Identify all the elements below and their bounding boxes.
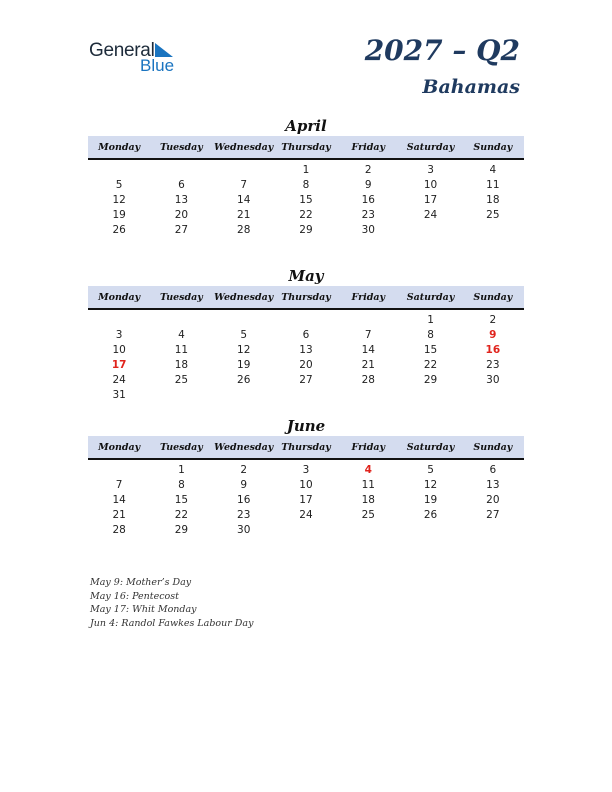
day-cell: 21 bbox=[237, 208, 251, 221]
day-cell: 12 bbox=[423, 478, 438, 491]
day-cell: 28 bbox=[237, 223, 251, 236]
day-cell: 8 bbox=[302, 178, 310, 191]
week-row bbox=[88, 342, 524, 357]
weekday-label: Thursday bbox=[281, 441, 331, 453]
day-cell: 27 bbox=[299, 373, 313, 386]
day-cell: 13 bbox=[299, 343, 313, 356]
week-row bbox=[88, 207, 524, 222]
month-title: May bbox=[288, 267, 324, 285]
weekday-label: Monday bbox=[98, 441, 141, 453]
day-cell: 15 bbox=[423, 343, 438, 356]
day-cell: 13 bbox=[174, 193, 189, 206]
day-cell: 3 bbox=[427, 163, 434, 176]
week-row bbox=[88, 312, 524, 327]
day-cell: 19 bbox=[423, 493, 438, 506]
day-cell: 20 bbox=[174, 208, 189, 221]
day-cell: 26 bbox=[423, 508, 438, 521]
day-cell: 9 bbox=[240, 478, 248, 491]
day-cell: 31 bbox=[112, 388, 126, 401]
weekday-label: Wednesday bbox=[214, 441, 274, 453]
day-cell: 12 bbox=[237, 343, 251, 356]
day-cell: 17 bbox=[111, 358, 127, 371]
week-row bbox=[88, 162, 524, 177]
day-cell: 17 bbox=[299, 493, 313, 506]
day-cell: 10 bbox=[423, 178, 438, 191]
day-cell: 15 bbox=[174, 493, 189, 506]
week-row bbox=[88, 372, 524, 387]
month-june bbox=[88, 416, 524, 537]
day-cell: 2 bbox=[364, 163, 372, 176]
day-cell: 29 bbox=[174, 523, 189, 536]
day-cell: 14 bbox=[361, 343, 375, 356]
day-cell: 18 bbox=[174, 358, 189, 371]
logo-text-general: General bbox=[89, 40, 155, 61]
day-cell: 7 bbox=[115, 478, 123, 491]
weekday-label: Thursday bbox=[281, 141, 331, 153]
holiday-note: Jun 4: Randol Fawkes Labour Day bbox=[90, 617, 254, 629]
day-cell: 19 bbox=[237, 358, 251, 371]
day-cell: 3 bbox=[115, 328, 123, 341]
day-cell: 24 bbox=[299, 508, 313, 521]
weekday-label: Saturday bbox=[406, 141, 455, 153]
day-cell: 3 bbox=[302, 463, 310, 476]
day-cell: 26 bbox=[237, 373, 251, 386]
day-cell: 1 bbox=[302, 163, 310, 176]
holiday-note: May 16: Pentecost bbox=[90, 590, 179, 602]
day-cell: 2 bbox=[489, 313, 497, 326]
weekday-header bbox=[88, 286, 524, 310]
day-cell: 24 bbox=[423, 208, 438, 221]
weekday-label: Monday bbox=[98, 291, 141, 303]
weekday-label: Friday bbox=[351, 291, 386, 303]
day-cell: 7 bbox=[364, 328, 372, 341]
day-cell: 30 bbox=[486, 373, 500, 386]
day-cell: 6 bbox=[178, 178, 185, 191]
day-cell: 13 bbox=[486, 478, 500, 491]
holiday-notes bbox=[90, 576, 253, 630]
weekday-label: Saturday bbox=[406, 291, 455, 303]
day-cell: 4 bbox=[364, 463, 372, 476]
weekday-label: Sunday bbox=[473, 441, 513, 453]
day-cell: 11 bbox=[361, 478, 375, 491]
day-cell: 30 bbox=[361, 223, 375, 236]
day-cell: 5 bbox=[240, 328, 248, 341]
day-cell: 1 bbox=[427, 313, 434, 326]
weekday-label: Tuesday bbox=[160, 291, 203, 303]
day-cell: 17 bbox=[423, 193, 438, 206]
week-row bbox=[88, 192, 524, 207]
week-row bbox=[88, 462, 524, 477]
day-cell: 10 bbox=[299, 478, 313, 491]
day-cell: 22 bbox=[299, 208, 313, 221]
day-cell: 11 bbox=[486, 178, 500, 191]
day-cell: 30 bbox=[237, 523, 251, 536]
day-cell: 5 bbox=[427, 463, 434, 476]
day-cell: 16 bbox=[237, 493, 251, 506]
day-cell: 12 bbox=[112, 193, 126, 206]
month-may bbox=[88, 266, 524, 402]
country-name: Bahamas bbox=[422, 76, 520, 98]
day-cell: 22 bbox=[174, 508, 189, 521]
day-cell: 22 bbox=[423, 358, 438, 371]
day-cell: 16 bbox=[485, 343, 501, 356]
day-cell: 4 bbox=[178, 328, 185, 341]
week-row bbox=[88, 357, 524, 372]
weekday-label: Thursday bbox=[281, 291, 331, 303]
day-cell: 14 bbox=[237, 193, 251, 206]
day-cell: 18 bbox=[486, 193, 500, 206]
day-cell: 6 bbox=[489, 463, 497, 476]
week-row bbox=[88, 492, 524, 507]
day-cell: 29 bbox=[299, 223, 313, 236]
day-cell: 25 bbox=[174, 373, 189, 386]
day-cell: 27 bbox=[174, 223, 189, 236]
weekday-label: Saturday bbox=[406, 441, 455, 453]
generalblue-logo bbox=[89, 40, 189, 76]
day-cell: 26 bbox=[112, 223, 126, 236]
weekday-label: Wednesday bbox=[214, 291, 274, 303]
day-cell: 10 bbox=[112, 343, 126, 356]
day-cell: 29 bbox=[423, 373, 438, 386]
day-cell: 6 bbox=[302, 328, 310, 341]
weekday-header bbox=[88, 436, 524, 460]
week-row bbox=[88, 522, 524, 537]
day-cell: 25 bbox=[361, 508, 375, 521]
weekday-label: Monday bbox=[98, 141, 141, 153]
week-row bbox=[88, 507, 524, 522]
day-cell: 11 bbox=[174, 343, 189, 356]
weekday-label: Tuesday bbox=[160, 141, 203, 153]
day-cell: 5 bbox=[115, 178, 123, 191]
day-cell: 14 bbox=[112, 493, 126, 506]
month-april bbox=[88, 116, 524, 237]
day-cell: 21 bbox=[361, 358, 375, 371]
week-row bbox=[88, 387, 524, 402]
day-cell: 28 bbox=[361, 373, 375, 386]
day-cell: 7 bbox=[240, 178, 248, 191]
weekday-header bbox=[88, 136, 524, 160]
weekday-label: Sunday bbox=[473, 141, 513, 153]
weekday-label: Friday bbox=[351, 441, 386, 453]
day-cell: 18 bbox=[361, 493, 375, 506]
week-row bbox=[88, 477, 524, 492]
day-cell: 24 bbox=[112, 373, 126, 386]
day-cell: 4 bbox=[489, 163, 497, 176]
weekday-label: Tuesday bbox=[160, 441, 203, 453]
day-cell: 23 bbox=[237, 508, 251, 521]
week-row bbox=[88, 177, 524, 192]
day-cell: 1 bbox=[178, 463, 185, 476]
page-title: 2027 – Q2 bbox=[364, 34, 520, 67]
day-cell: 9 bbox=[364, 178, 372, 191]
day-cell: 8 bbox=[178, 478, 185, 491]
day-cell: 20 bbox=[486, 493, 500, 506]
month-title: June bbox=[286, 417, 326, 435]
day-cell: 9 bbox=[489, 328, 497, 341]
day-cell: 28 bbox=[112, 523, 126, 536]
day-cell: 16 bbox=[361, 193, 375, 206]
day-cell: 2 bbox=[240, 463, 248, 476]
day-cell: 21 bbox=[112, 508, 126, 521]
logo-text-blue: Blue bbox=[140, 56, 175, 75]
day-cell: 15 bbox=[299, 193, 313, 206]
week-row bbox=[88, 327, 524, 342]
day-cell: 27 bbox=[486, 508, 500, 521]
day-cell: 23 bbox=[486, 358, 500, 371]
day-cell: 20 bbox=[299, 358, 313, 371]
day-cell: 8 bbox=[427, 328, 434, 341]
day-cell: 19 bbox=[112, 208, 126, 221]
day-cell: 25 bbox=[486, 208, 500, 221]
holiday-note: May 17: Whit Monday bbox=[90, 604, 197, 615]
weekday-label: Friday bbox=[351, 141, 386, 153]
week-row bbox=[88, 222, 524, 237]
weekday-label: Wednesday bbox=[214, 141, 274, 153]
holiday-note: May 9: Mother’s Day bbox=[90, 577, 192, 588]
weekday-label: Sunday bbox=[473, 291, 513, 303]
month-title: April bbox=[285, 117, 327, 135]
day-cell: 23 bbox=[361, 208, 375, 221]
